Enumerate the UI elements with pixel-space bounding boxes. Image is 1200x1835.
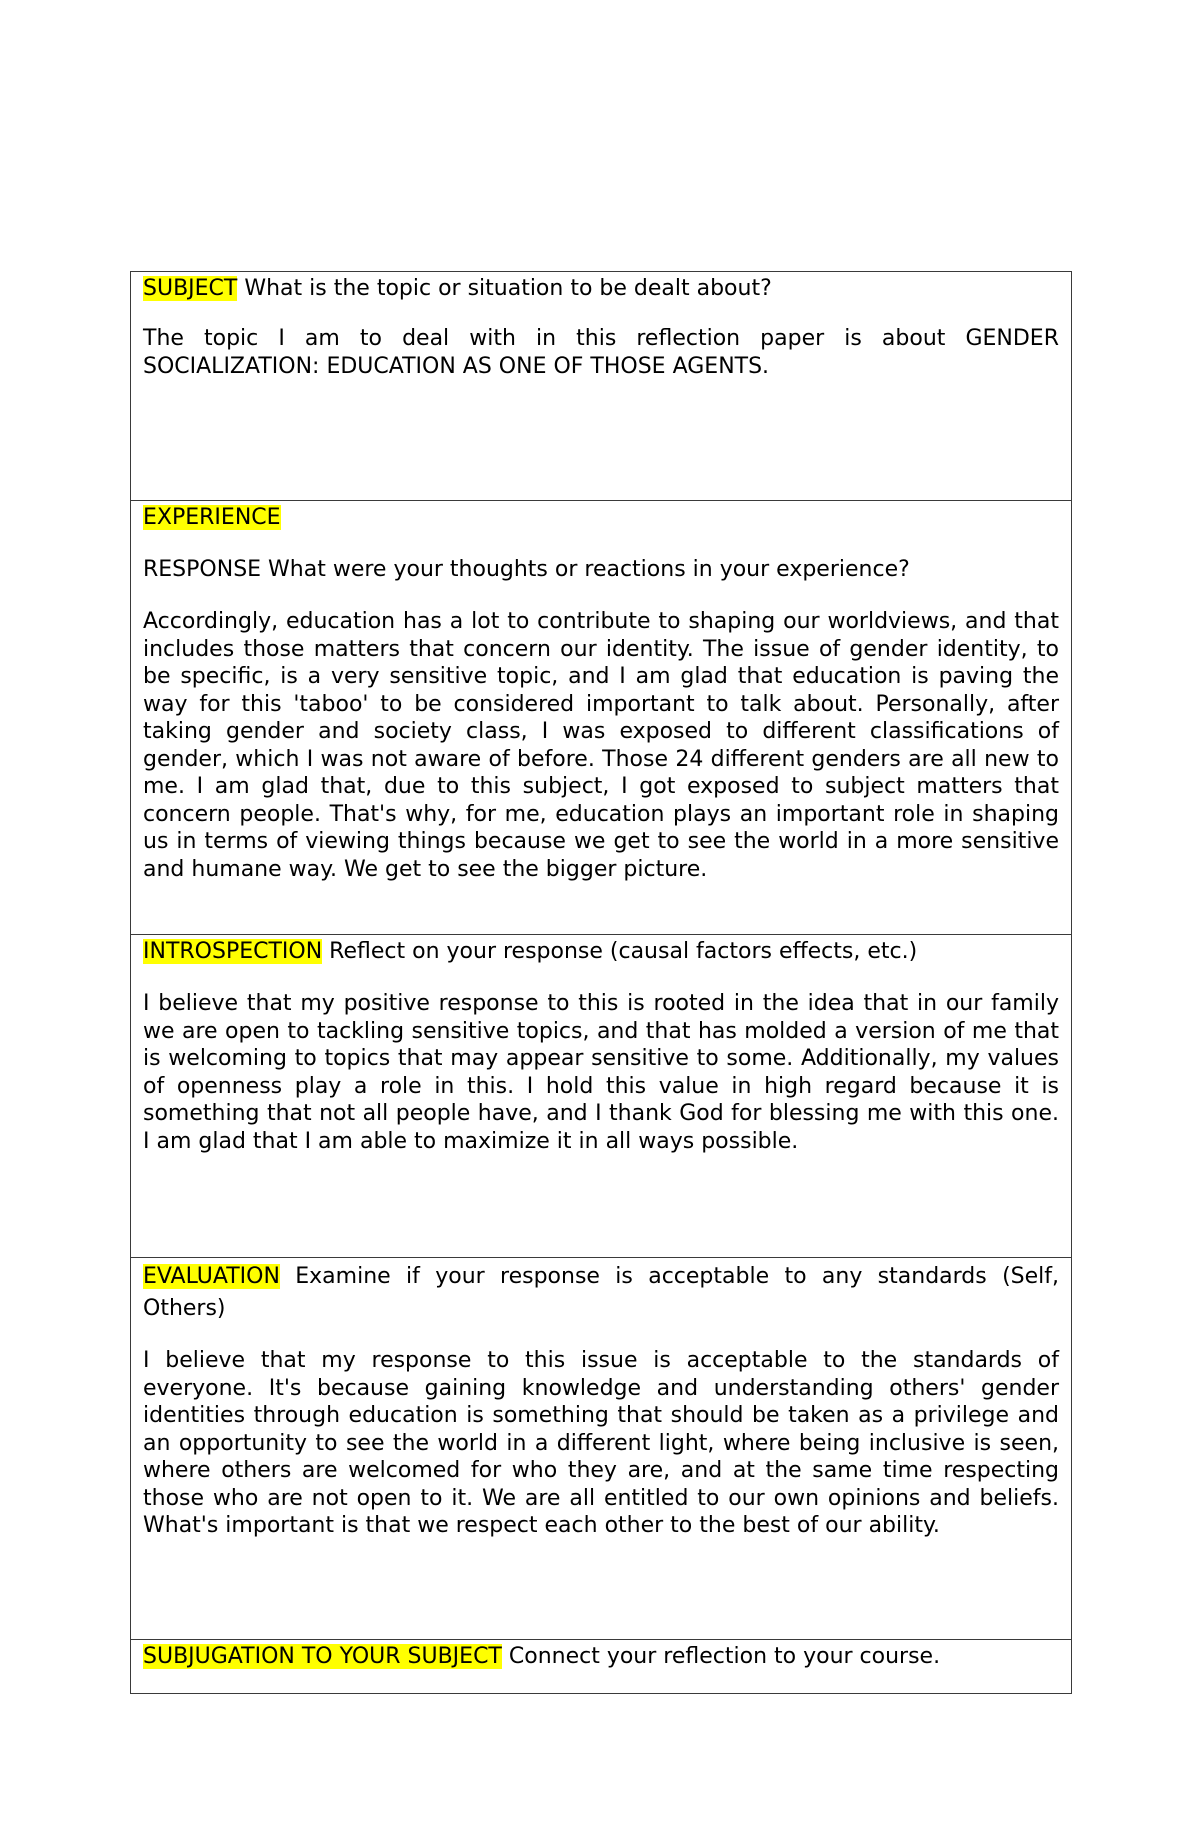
subject-body: The topic I am to deal with in this reflection paper is about GENDER SOCIALIZATION: EDUCATION AS ONE OF THOSE AGENTS.: [143, 326, 1059, 379]
subjugation-heading: [143, 1643, 1059, 1671]
introspection-prompt: Reflect on your response (causal factors effects, etc.): [322, 939, 918, 964]
evaluation-prompt: Examine if your response is acceptable to any standards (Self, Others): [143, 1264, 1059, 1321]
introspection-label: INTROSPECTION: [143, 939, 323, 964]
subject-prompt: What is the topic or situation to be dealt about?: [237, 276, 772, 301]
introspection-body: I believe that my positive response to this is rooted in the idea that in our family we are open to tackling sensitive topics, and that has molded a version of me that is welcoming to topics that may appear sensitive to some. Additionally, my values of openness play a role in this. I hold this value in high regard because it is something that not all people have, and I thank God for blessing me with this one. I am glad that I am able to maximize it in all ways possible.: [143, 991, 1059, 1154]
subject-heading: [143, 275, 1059, 303]
evaluation-label: EVALUATION: [143, 1264, 280, 1289]
experience-response-prompt: RESPONSE What were your thoughts or reactions in your experience?: [143, 557, 910, 582]
subjugation-label: SUBJUGATION TO YOUR SUBJECT: [143, 1644, 502, 1669]
subjugation-prompt: Connect your reflection to your course.: [501, 1644, 941, 1669]
experience-label: EXPERIENCE: [143, 505, 281, 530]
subject-section: [131, 272, 1071, 501]
introspection-section: [131, 935, 1071, 1258]
evaluation-section: [131, 1258, 1071, 1640]
subject-label: SUBJECT: [143, 276, 238, 301]
evaluation-heading: [143, 1261, 1059, 1325]
experience-body: Accordingly, education has a lot to contribute to shaping our worldviews, and that includes those matters that concern our identity. The issue of gender identity, to be specific, is a very sensitive topic, and I am glad that education is paving the way for this 'taboo' to be considered important to talk about. Personally, after taking gender and society class, I was exposed to different classifications of gender, which I was not aware of before. Those 24 different genders are all new to me. I am glad that, due to this subject, I got exposed to subject matters that concern people. That's why, for me, education plays an important role in shaping us in terms of viewing things because we get to see the world in a more sensitive and humane way. We get to see the bigger picture.: [143, 609, 1059, 882]
subjugation-section: [131, 1640, 1071, 1693]
reflection-table: [130, 271, 1072, 1694]
evaluation-body: I believe that my response to this issue is acceptable to the standards of everyone. It's because gaining knowledge and understanding others' gender identities through education is something that should be taken as a privilege and an opportunity to see the world in a different light, where being inclusive is seen, where others are welcomed for who they are, and at the same time respecting those who are not open to it. We are all entitled to our own opinions and beliefs. What's important is that we respect each other to the best of our ability.: [143, 1348, 1059, 1538]
introspection-heading: [143, 938, 1059, 966]
experience-heading: [143, 504, 1059, 532]
experience-section: [131, 501, 1071, 935]
